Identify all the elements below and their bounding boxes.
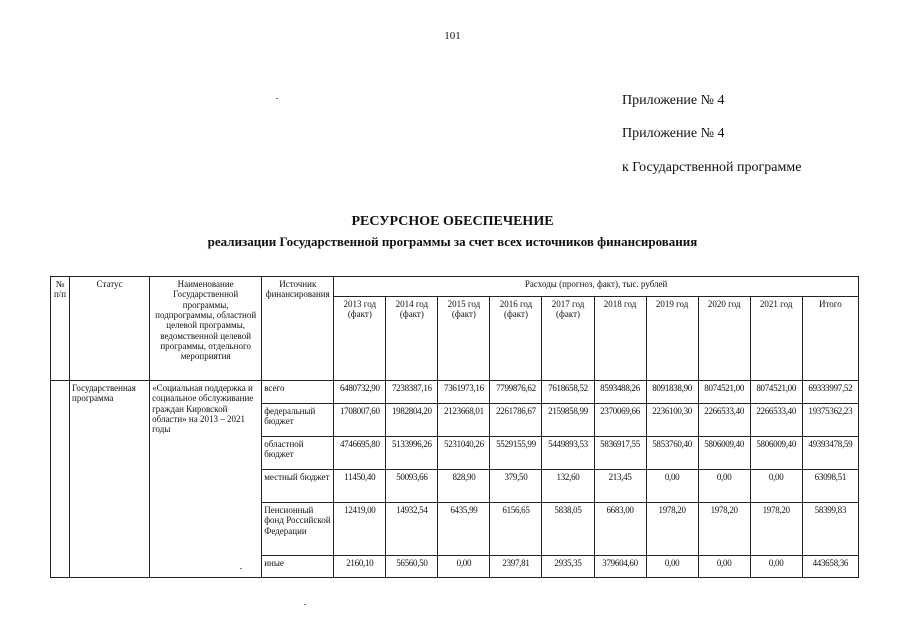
- value-cell: 6683,00: [594, 503, 646, 556]
- value-cell: 5806009,40: [750, 437, 802, 470]
- value-cell: 1982804,20: [386, 404, 438, 437]
- header-year: 2014 год (факт): [386, 297, 438, 381]
- header-year: 2013 год (факт): [334, 297, 386, 381]
- document-title: РЕСУРСНОЕ ОБЕСПЕЧЕНИЕ: [351, 214, 554, 229]
- value-cell: 1708007,60: [334, 404, 386, 437]
- source-cell: всего: [262, 381, 334, 404]
- row-number-cell: [51, 381, 70, 578]
- value-cell: 0,00: [698, 470, 750, 503]
- value-cell: 6156,65: [490, 503, 542, 556]
- value-cell: 50093,66: [386, 470, 438, 503]
- header-year: 2018 год: [594, 297, 646, 381]
- appendix-line-3: к Государственной программе: [622, 160, 802, 175]
- appendix-line-2: Приложение № 4: [622, 126, 725, 141]
- value-cell: 0,00: [750, 470, 802, 503]
- total-cell: 69333997,52: [802, 381, 858, 404]
- source-cell: федеральный бюджет: [262, 404, 334, 437]
- value-cell: 2266533,40: [750, 404, 802, 437]
- program-name: «Социальная поддержка и социальное обслуживание граждан Кировской области» на 2013 – 2021 годы: [152, 383, 254, 435]
- value-cell: 379,50: [490, 470, 542, 503]
- source-cell: областной бюджет: [262, 437, 334, 470]
- header-year: 2016 год (факт): [490, 297, 542, 381]
- document-subtitle: реализации Государственной программы за счет всех источников финансирования: [207, 234, 698, 249]
- header-status: Статус: [70, 277, 150, 381]
- value-cell: 5231040,26: [438, 437, 490, 470]
- total-cell: 49393478,59: [802, 437, 858, 470]
- value-cell: 2935,35: [542, 556, 594, 578]
- header-name: Наименование Государственной программы, подпрограммы, областной целевой программы, ведомственной целевой программы, отдельного мероприятия: [150, 277, 262, 381]
- value-cell: 5449893,53: [542, 437, 594, 470]
- value-cell: 7361973,16: [438, 381, 490, 404]
- value-cell: 7238387,16: [386, 381, 438, 404]
- value-cell: 2261786,67: [490, 404, 542, 437]
- value-cell: 6435,99: [438, 503, 490, 556]
- value-cell: 1978,20: [646, 503, 698, 556]
- value-cell: 0,00: [698, 556, 750, 578]
- header-total: Итого: [802, 297, 858, 381]
- appendix-line-1: Приложение № 4: [622, 93, 725, 108]
- value-cell: 2370069,66: [594, 404, 646, 437]
- table-row: [51, 381, 859, 404]
- header-year: 2020 год: [698, 297, 750, 381]
- value-cell: 7618658,52: [542, 381, 594, 404]
- value-cell: 2123668,01: [438, 404, 490, 437]
- value-cell: 14932,54: [386, 503, 438, 556]
- header-year: 2017 год (факт): [542, 297, 594, 381]
- program-name-cell: [150, 381, 262, 578]
- value-cell: 0,00: [646, 556, 698, 578]
- status-text: Государственная программа: [72, 383, 136, 404]
- total-cell: 443658,36: [802, 556, 858, 578]
- value-cell: 5806009,40: [698, 437, 750, 470]
- value-cell: 0,00: [646, 470, 698, 503]
- value-cell: 2159858,99: [542, 404, 594, 437]
- value-cell: 12419,00: [334, 503, 386, 556]
- value-cell: 11450,40: [334, 470, 386, 503]
- value-cell: 2397,81: [490, 556, 542, 578]
- header-num: № п/п: [51, 277, 70, 381]
- value-cell: 6480732,90: [334, 381, 386, 404]
- value-cell: 5838,05: [542, 503, 594, 556]
- value-cell: 0,00: [438, 556, 490, 578]
- value-cell: 56560,50: [386, 556, 438, 578]
- status-cell: [70, 381, 150, 578]
- scan-speck: [304, 604, 306, 605]
- value-cell: 2160,10: [334, 556, 386, 578]
- source-cell: иные: [262, 556, 334, 578]
- value-cell: 4746695,80: [334, 437, 386, 470]
- value-cell: 0,00: [750, 556, 802, 578]
- value-cell: 828,90: [438, 470, 490, 503]
- value-cell: 379604,60: [594, 556, 646, 578]
- header-year: 2021 год: [750, 297, 802, 381]
- value-cell: 5853760,40: [646, 437, 698, 470]
- value-cell: 8074521,00: [750, 381, 802, 404]
- total-cell: 19375362,23: [802, 404, 858, 437]
- total-cell: 63098,51: [802, 470, 858, 503]
- value-cell: 1978,20: [750, 503, 802, 556]
- header-expenses: Расходы (прогноз, факт), тыс. рублей: [334, 277, 859, 297]
- resource-table: [50, 276, 859, 578]
- value-cell: 2236100,30: [646, 404, 698, 437]
- value-cell: 8074521,00: [698, 381, 750, 404]
- value-cell: 5529155,99: [490, 437, 542, 470]
- value-cell: 7799876,62: [490, 381, 542, 404]
- header-source: Источник финансирования: [262, 277, 334, 381]
- value-cell: 213,45: [594, 470, 646, 503]
- value-cell: 1978,20: [698, 503, 750, 556]
- header-year: 2019 год: [646, 297, 698, 381]
- value-cell: 8593488,26: [594, 381, 646, 404]
- header-year: 2015 год (факт): [438, 297, 490, 381]
- source-cell: местный бюджет: [262, 470, 334, 503]
- scan-speck: [276, 98, 278, 99]
- value-cell: 5133996,26: [386, 437, 438, 470]
- source-cell: Пенсионный фонд Российской Федерации: [262, 503, 334, 556]
- value-cell: 2266533,40: [698, 404, 750, 437]
- value-cell: 8091838,90: [646, 381, 698, 404]
- total-cell: 58399,83: [802, 503, 858, 556]
- value-cell: 132,60: [542, 470, 594, 503]
- value-cell: 5836917,55: [594, 437, 646, 470]
- page-number: 101: [444, 30, 461, 42]
